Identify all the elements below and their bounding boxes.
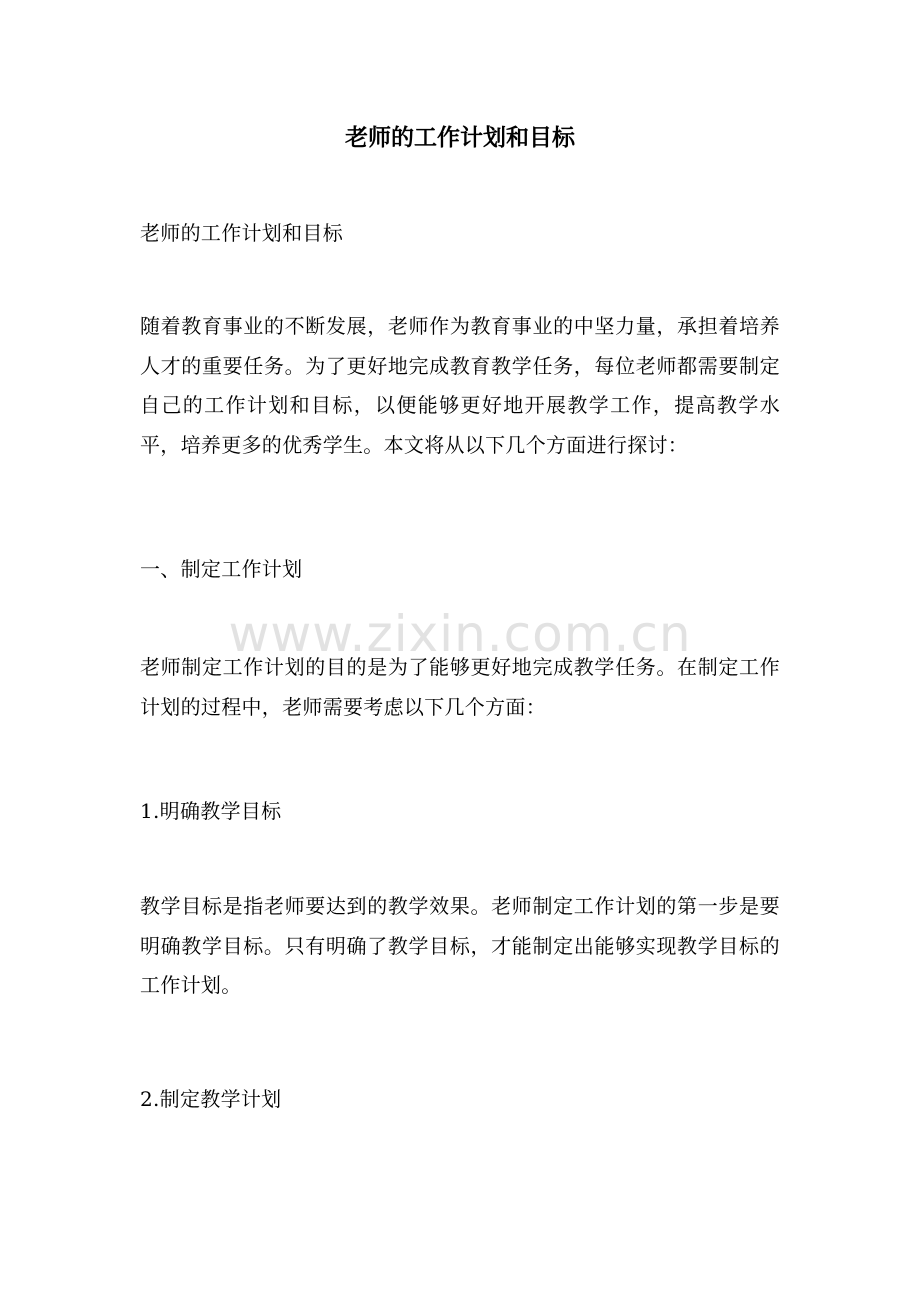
watermark: www.zixin.com.cn <box>228 605 692 663</box>
subheading-2: 2.制定教学计划 <box>140 1087 282 1111</box>
intro-paragraph: 随着教育事业的不断发展，老师作为教育事业的中坚力量，承担着培养人才的重要任务。为了更好地完成教育教学任务，每位老师都需要制定自己的工作计划和目标，以便能够更好地开展教学工作，提高教学水平，培养更多的优秀学生。本文将从以下几个方面进行探讨： <box>140 314 780 457</box>
subheading-1-paragraph: 教学目标是指老师要达到的教学效果。老师制定工作计划的第一步是要明确教学目标。只有明确了教学目标，才能制定出能够实现教学目标的工作计划。 <box>140 894 780 997</box>
section-1-paragraph: 老师制定工作计划的目的是为了能够更好地完成教学任务。在制定工作计划的过程中，老师需要考虑以下几个方面： <box>140 655 780 719</box>
subheading-1: 1.明确教学目标 <box>140 799 282 823</box>
subtitle-paragraph: 老师的工作计划和目标 <box>140 221 343 245</box>
section-heading-1: 一、制定工作计划 <box>140 557 303 581</box>
document-title: 老师的工作计划和目标 <box>345 124 575 151</box>
